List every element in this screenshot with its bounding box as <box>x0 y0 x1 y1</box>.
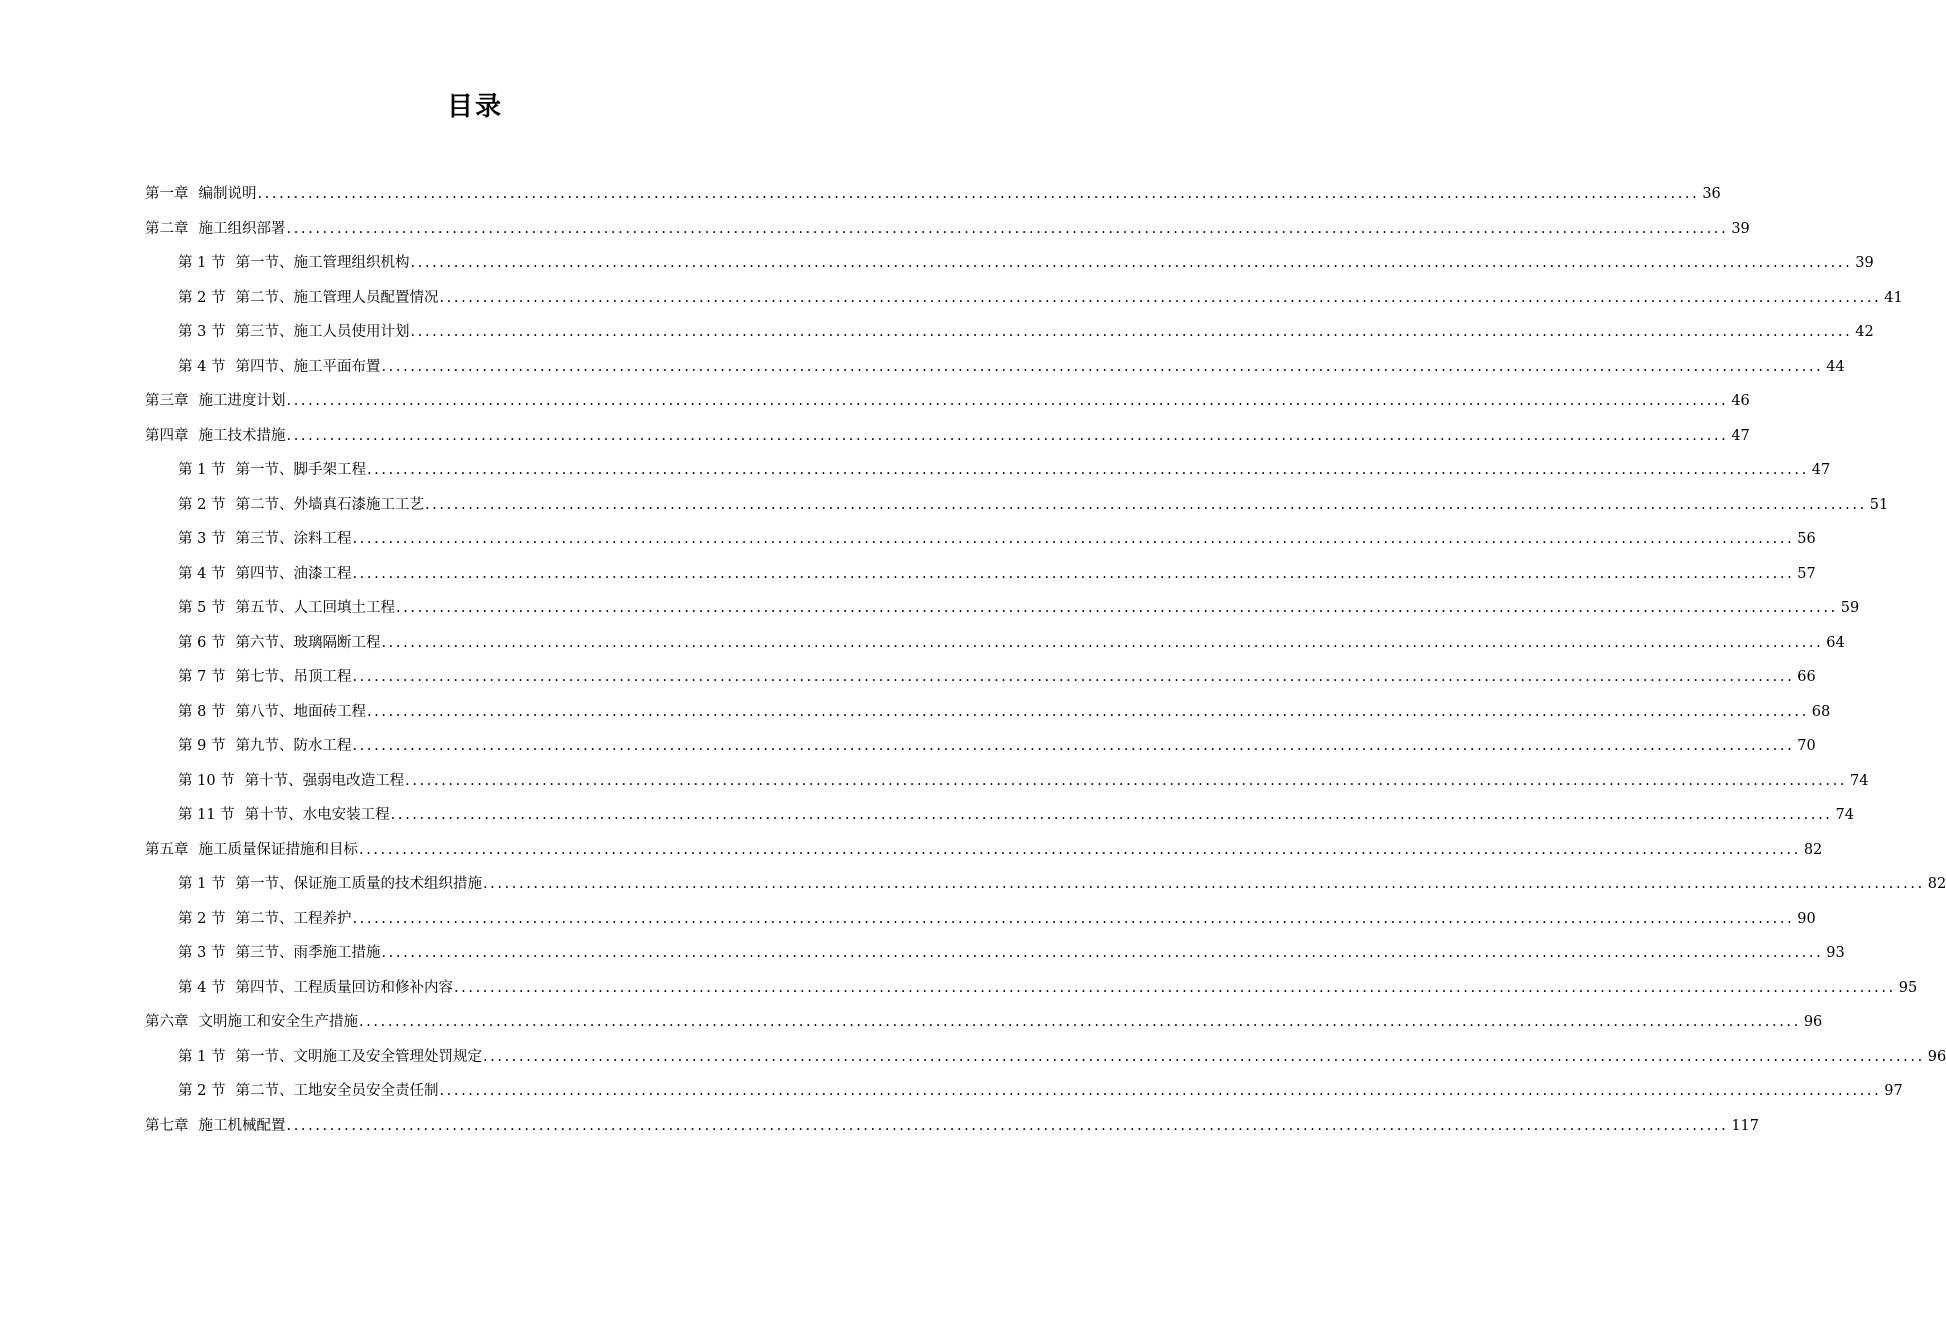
toc-dot-leader: ........................................................................................................................................................................................................ <box>352 565 1795 582</box>
toc-page-number: 42 <box>1855 324 1874 340</box>
toc-entry-number: 第 6 节 <box>178 634 226 651</box>
toc-section-entry[interactable] <box>145 764 1869 799</box>
toc-entry-number: 第 8 节 <box>178 703 226 720</box>
toc-chapter-entry[interactable] <box>145 833 1823 868</box>
toc-dot-leader: ........................................................................................................................................................................................................ <box>439 1083 1882 1099</box>
toc-dot-leader: ........................................................................................................................................................................................................ <box>352 738 1795 754</box>
toc-dot-leader: ........................................................................................................................................................................................................ <box>482 1048 1925 1065</box>
toc-entry-number: 第 11 节 <box>178 807 235 823</box>
toc-entry-label <box>178 764 404 799</box>
toc-page-number: 74 <box>1850 772 1869 789</box>
table-of-contents <box>145 177 1946 1143</box>
toc-dot-leader: ........................................................................................................................................................................................................ <box>439 289 1882 306</box>
toc-section-entry[interactable] <box>145 1040 1946 1075</box>
toc-dot-leader: ........................................................................................................................................................................................................ <box>359 1014 1801 1030</box>
toc-dot-leader: ........................................................................................................................................................................................................ <box>453 979 1896 996</box>
toc-dot-leader: ........................................................................................................................................................................................................ <box>257 186 1700 202</box>
toc-entry-title: 施工技术措施 <box>198 427 286 444</box>
toc-entry-label <box>145 212 286 247</box>
toc-entry-label <box>178 591 395 626</box>
toc-dot-leader: ........................................................................................................................................................................................................ <box>482 876 1925 892</box>
toc-page-number: 96 <box>1803 1014 1823 1030</box>
toc-entry-title: 第一节、施工管理组织机构 <box>235 255 410 271</box>
toc-section-entry[interactable] <box>145 626 1845 661</box>
toc-chapter-entry[interactable] <box>145 1109 1760 1144</box>
toc-entry-label <box>178 867 482 902</box>
toc-section-entry[interactable] <box>145 246 1874 281</box>
toc-entry-label <box>145 1005 358 1040</box>
toc-section-entry[interactable] <box>145 488 1889 523</box>
toc-entry-number: 第 4 节 <box>178 979 226 996</box>
toc-page-number: 74 <box>1835 807 1854 823</box>
toc-entry-title: 第一节、脚手架工程 <box>235 462 366 478</box>
toc-entry-title: 第六节、玻璃隔断工程 <box>235 634 381 651</box>
toc-entry-number: 第 3 节 <box>178 531 226 547</box>
toc-entry-label <box>178 1040 482 1075</box>
toc-entry-label <box>178 315 409 350</box>
toc-dot-leader: ........................................................................................................................................................................................................ <box>424 496 1867 513</box>
toc-section-entry[interactable] <box>145 902 1816 937</box>
toc-section-entry[interactable] <box>145 695 1831 730</box>
toc-entry-number: 第 2 节 <box>178 289 226 306</box>
toc-page-number: 93 <box>1826 945 1845 961</box>
toc-entry-number: 第 9 节 <box>178 738 226 754</box>
toc-chapter-entry[interactable] <box>145 419 1750 454</box>
toc-entry-title: 第三节、雨季施工措施 <box>235 945 381 961</box>
toc-entry-number: 第 1 节 <box>178 462 226 478</box>
toc-page-number: 70 <box>1797 738 1816 754</box>
toc-section-entry[interactable] <box>145 591 1860 626</box>
toc-entry-label <box>145 384 286 419</box>
toc-entry-number: 第 3 节 <box>178 945 226 961</box>
toc-dot-leader: ........................................................................................................................................................................................................ <box>381 358 1824 375</box>
toc-entry-number: 第二章 <box>145 220 189 237</box>
toc-entry-title: 第二节、外墙真石漆施工工艺 <box>235 496 424 513</box>
toc-entry-title: 施工组织部署 <box>198 220 286 237</box>
toc-chapter-entry[interactable] <box>145 177 1721 212</box>
toc-entry-title: 编制说明 <box>198 186 257 202</box>
toc-entry-number: 第一章 <box>145 186 189 202</box>
toc-entry-title: 第一节、保证施工质量的技术组织措施 <box>235 876 482 892</box>
toc-dot-leader: ........................................................................................................................................................................................................ <box>286 393 1729 409</box>
toc-entry-number: 第 2 节 <box>178 496 226 513</box>
toc-entry-number: 第 1 节 <box>178 1048 226 1065</box>
toc-entry-label <box>178 695 366 730</box>
toc-dot-leader: ........................................................................................................................................................................................................ <box>381 945 1824 961</box>
toc-entry-label <box>145 1109 286 1144</box>
toc-section-entry[interactable] <box>145 557 1816 592</box>
toc-page-number: 51 <box>1869 496 1889 513</box>
toc-entry-title: 第十节、强弱电改造工程 <box>244 772 405 789</box>
toc-entry-label <box>178 626 380 661</box>
toc-chapter-entry[interactable] <box>145 212 1750 247</box>
toc-entry-label <box>178 936 380 971</box>
toc-entry-label <box>178 902 351 937</box>
toc-entry-title: 第七节、吊顶工程 <box>235 669 352 685</box>
toc-entry-label <box>178 453 366 488</box>
toc-entry-number: 第 2 节 <box>178 910 226 927</box>
toc-dot-leader: ........................................................................................................................................................................................................ <box>405 772 1847 789</box>
toc-entry-title: 第四节、施工平面布置 <box>235 358 381 375</box>
toc-dot-leader: ........................................................................................................................................................................................................ <box>352 910 1795 927</box>
toc-page-number: 57 <box>1797 565 1816 582</box>
toc-page-number: 47 <box>1731 427 1750 444</box>
toc-entry-number: 第四章 <box>145 427 189 444</box>
toc-dot-leader: ........................................................................................................................................................................................................ <box>352 531 1795 547</box>
toc-page-number: 39 <box>1855 255 1874 271</box>
toc-entry-label <box>178 729 351 764</box>
toc-entry-number: 第 1 节 <box>178 876 226 892</box>
toc-entry-title: 第三节、涂料工程 <box>235 531 352 547</box>
toc-entry-label <box>178 350 380 385</box>
toc-section-entry[interactable] <box>145 936 1845 971</box>
toc-entry-label <box>178 522 351 557</box>
toc-entry-title: 第一节、文明施工及安全管理处罚规定 <box>235 1048 482 1065</box>
toc-page-number: 90 <box>1797 910 1816 927</box>
toc-entry-number: 第六章 <box>145 1014 189 1030</box>
toc-section-entry[interactable] <box>145 798 1854 833</box>
toc-entry-number: 第三章 <box>145 393 189 409</box>
toc-section-entry[interactable] <box>145 453 1831 488</box>
toc-page-number: 64 <box>1826 634 1845 651</box>
page-title: 目录 <box>446 92 503 122</box>
toc-page-number: 44 <box>1826 358 1845 375</box>
toc-entry-title: 第八节、地面砖工程 <box>235 703 366 720</box>
toc-entry-title: 第四节、油漆工程 <box>235 565 352 582</box>
toc-entry-number: 第 4 节 <box>178 565 226 582</box>
toc-entry-title: 文明施工和安全生产措施 <box>198 1014 358 1030</box>
toc-page-number: 47 <box>1811 462 1831 478</box>
toc-dot-leader: ........................................................................................................................................................................................................ <box>359 841 1801 858</box>
toc-page-number: 39 <box>1731 220 1750 237</box>
toc-entry-title: 第三节、施工人员使用计划 <box>235 324 410 340</box>
toc-entry-label <box>178 557 351 592</box>
toc-entry-number: 第 1 节 <box>178 255 226 271</box>
toc-dot-leader: ........................................................................................................................................................................................................ <box>286 427 1729 444</box>
toc-entry-title: 第二节、工程养护 <box>235 910 352 927</box>
toc-entry-label <box>178 1074 438 1109</box>
toc-entry-label <box>178 798 390 833</box>
toc-entry-label <box>145 833 358 868</box>
toc-dot-leader: ........................................................................................................................................................................................................ <box>286 1117 1729 1134</box>
toc-section-entry[interactable] <box>145 1074 1903 1109</box>
toc-page-number: 46 <box>1731 393 1750 409</box>
toc-page-number: 36 <box>1702 186 1721 202</box>
toc-chapter-entry[interactable] <box>145 384 1750 419</box>
toc-page-number: 41 <box>1884 289 1903 306</box>
toc-entry-title: 第十节、水电安装工程 <box>244 807 390 823</box>
toc-entry-title: 第九节、防水工程 <box>235 738 352 754</box>
toc-dot-leader: ........................................................................................................................................................................................................ <box>381 634 1824 651</box>
toc-dot-leader: ........................................................................................................................................................................................................ <box>395 600 1838 616</box>
toc-entry-number: 第 4 节 <box>178 358 226 375</box>
toc-entry-number: 第 3 节 <box>178 324 226 340</box>
toc-page-number: 82 <box>1803 841 1823 858</box>
toc-chapter-entry[interactable] <box>145 1005 1823 1040</box>
toc-entry-title: 施工机械配置 <box>198 1117 286 1134</box>
toc-page-number: 68 <box>1811 703 1831 720</box>
toc-page-number: 96 <box>1927 1048 1946 1065</box>
toc-entry-label <box>145 419 286 454</box>
toc-dot-leader: ........................................................................................................................................................................................................ <box>352 669 1795 685</box>
toc-dot-leader: ........................................................................................................................................................................................................ <box>390 807 1833 823</box>
toc-entry-label <box>145 177 257 212</box>
toc-section-entry[interactable] <box>145 350 1845 385</box>
toc-section-entry[interactable] <box>145 971 1918 1006</box>
toc-dot-leader: ........................................................................................................................................................................................................ <box>410 255 1853 271</box>
toc-section-entry[interactable] <box>145 867 1946 902</box>
toc-section-entry[interactable] <box>145 315 1874 350</box>
toc-dot-leader: ........................................................................................................................................................................................................ <box>366 462 1809 478</box>
toc-page-number: 97 <box>1884 1083 1903 1099</box>
toc-dot-leader: ........................................................................................................................................................................................................ <box>366 703 1809 720</box>
toc-entry-title: 第五节、人工回填土工程 <box>235 600 395 616</box>
toc-entry-number: 第 10 节 <box>178 772 235 789</box>
toc-entry-label <box>178 246 409 281</box>
toc-section-entry[interactable] <box>145 729 1816 764</box>
toc-page-number: 117 <box>1731 1117 1760 1134</box>
toc-entry-label <box>178 660 351 695</box>
toc-page-number: 59 <box>1840 600 1860 616</box>
toc-section-entry[interactable] <box>145 281 1903 316</box>
toc-entry-title: 第二节、施工管理人员配置情况 <box>235 289 439 306</box>
toc-section-entry[interactable] <box>145 660 1816 695</box>
toc-entry-label <box>178 488 424 523</box>
toc-page-number: 56 <box>1797 531 1816 547</box>
toc-page-number: 66 <box>1797 669 1816 685</box>
toc-entry-label <box>178 281 438 316</box>
toc-entry-number: 第五章 <box>145 841 189 858</box>
toc-entry-number: 第 7 节 <box>178 669 226 685</box>
toc-entry-title: 第四节、工程质量回访和修补内容 <box>235 979 453 996</box>
toc-entry-title: 第二节、工地安全员安全责任制 <box>235 1083 439 1099</box>
toc-entry-title: 施工进度计划 <box>198 393 286 409</box>
toc-page-number: 82 <box>1927 876 1946 892</box>
toc-entry-number: 第七章 <box>145 1117 189 1134</box>
toc-entry-label <box>178 971 453 1006</box>
toc-entry-number: 第 5 节 <box>178 600 226 616</box>
toc-entry-number: 第 2 节 <box>178 1083 226 1099</box>
toc-dot-leader: ........................................................................................................................................................................................................ <box>410 324 1853 340</box>
toc-entry-title: 施工质量保证措施和目标 <box>198 841 358 858</box>
toc-section-entry[interactable] <box>145 522 1816 557</box>
toc-dot-leader: ........................................................................................................................................................................................................ <box>286 220 1729 237</box>
toc-page-number: 95 <box>1898 979 1918 996</box>
